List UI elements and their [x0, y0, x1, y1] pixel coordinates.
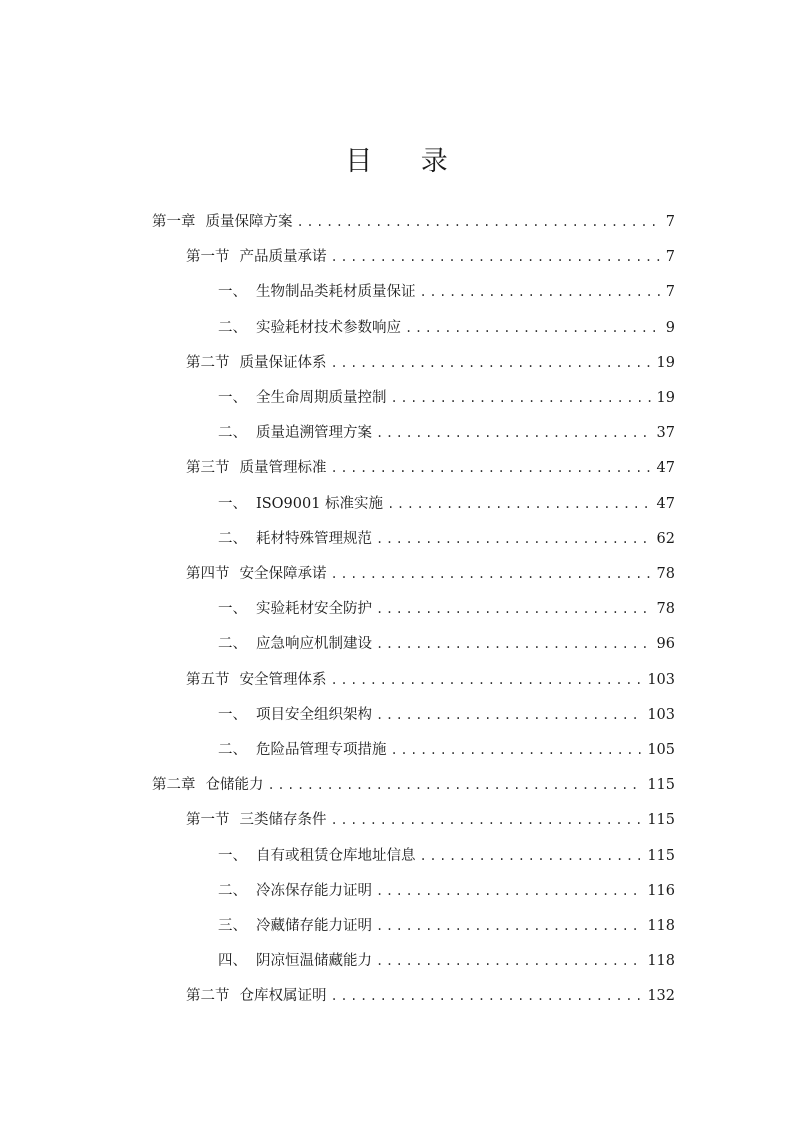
toc-entry[interactable]: [186, 979, 675, 1014]
toc-entry-number: 一、: [218, 847, 247, 864]
dot-leader: [420, 275, 662, 310]
toc-entry-label: [186, 451, 327, 486]
toc-entry-number: 三、: [218, 918, 247, 934]
toc-entry-title: 质量管理标准: [239, 460, 327, 477]
toc-entry-page: 116: [647, 882, 675, 899]
dot-leader: [331, 346, 653, 381]
toc-entry-page: 118: [647, 953, 675, 970]
dot-leader: [405, 311, 661, 346]
toc-entry-label: [218, 592, 372, 627]
toc-entry[interactable]: [152, 205, 675, 240]
toc-entry-label: [218, 698, 372, 733]
toc-entry-label: [186, 557, 327, 592]
toc-entry-label: [218, 311, 401, 346]
toc-entry-page: 7: [665, 249, 675, 266]
toc-entry-page: 105: [647, 742, 675, 758]
toc-entry-label: [218, 733, 387, 768]
toc-entry-label: [152, 768, 264, 803]
toc-entry-title: 质量追溯管理方案: [256, 425, 372, 442]
toc-entry-page: 62: [656, 530, 675, 547]
toc-entry-label: [218, 381, 387, 416]
toc-entry-label: [186, 240, 327, 275]
toc-entry[interactable]: [218, 275, 675, 310]
toc-entry-title: 质量保证体系: [239, 354, 327, 371]
toc-entry-page: 78: [656, 601, 675, 618]
toc-entry[interactable]: [186, 346, 675, 381]
toc-entry-title: 冷藏储存能力证明: [256, 918, 372, 934]
toc-entry-title: 三类储存条件: [239, 812, 327, 829]
toc-entry-label: [186, 803, 327, 838]
toc-entry-number: 第四节: [186, 566, 230, 582]
toc-entry-page: 103: [647, 671, 675, 688]
toc-entry-label: [218, 416, 372, 451]
toc-entry-title: 仓储能力: [205, 777, 264, 794]
toc-entry-number: 一、: [218, 495, 247, 512]
dot-leader: [376, 627, 653, 662]
toc-entry-label: [218, 839, 416, 874]
toc-entry-number: 二、: [218, 882, 247, 899]
toc-entry[interactable]: [218, 839, 675, 874]
toc-entry-number: 二、: [218, 742, 247, 758]
dot-leader: [376, 522, 653, 557]
toc-entry-page: 7: [665, 214, 675, 230]
toc-entry[interactable]: [218, 944, 675, 979]
toc-entry-title: 产品质量承诺: [239, 249, 327, 266]
toc-entry-title: 质量保障方案: [205, 214, 293, 230]
dot-leader: [376, 944, 643, 979]
toc-entry-number: 二、: [218, 425, 247, 442]
toc-entry-page: 9: [665, 319, 675, 336]
toc-entry-number: 第一节: [186, 249, 230, 266]
dot-leader: [331, 979, 644, 1014]
toc-entry-number: 第二章: [152, 777, 196, 794]
toc-entry-page: 47: [656, 495, 675, 512]
toc-entry[interactable]: [186, 451, 675, 486]
dot-leader: [376, 909, 643, 944]
page-title: 目 录: [345, 146, 468, 177]
toc-entry[interactable]: [218, 487, 675, 522]
toc-entry-label: [186, 346, 327, 381]
toc-entry[interactable]: [186, 803, 675, 838]
dot-leader: [268, 768, 644, 803]
toc-entry[interactable]: [218, 733, 675, 768]
toc-entry-label: [218, 522, 372, 557]
toc-entry-title: 阴凉恒温储藏能力: [256, 953, 372, 970]
toc-entry-number: 四、: [218, 953, 247, 970]
toc-entry-label: [186, 663, 327, 698]
toc-entry[interactable]: [218, 909, 675, 944]
dot-leader: [331, 557, 653, 592]
dot-leader: [297, 205, 662, 240]
toc-entry-page: 7: [665, 284, 675, 301]
toc-entry-title: 冷冻保存能力证明: [256, 882, 372, 899]
toc-entry[interactable]: [218, 381, 675, 416]
toc-entry-label: [218, 874, 372, 909]
toc-entry-title: 生物制品类耗材质量保证: [256, 284, 416, 301]
dot-leader: [376, 698, 643, 733]
toc-entry-number: 第五节: [186, 671, 230, 688]
toc-entry-title: 仓库权属证明: [239, 988, 327, 1005]
toc-entry-page: 132: [647, 988, 675, 1005]
dot-leader: [391, 381, 653, 416]
dot-leader: [391, 733, 644, 768]
toc-entry-label: [218, 275, 416, 310]
toc-entry[interactable]: [218, 592, 675, 627]
toc-entry-label: [152, 205, 293, 240]
toc-entry-title: 自有或租赁仓库地址信息: [256, 847, 416, 864]
toc-entry-page: 115: [647, 812, 675, 829]
toc-entry-number: 二、: [218, 319, 247, 336]
toc-entry-number: 一、: [218, 390, 247, 406]
dot-leader: [387, 487, 652, 522]
toc-entry-label: [218, 487, 383, 522]
toc-entry[interactable]: [186, 240, 675, 275]
toc-entry-page: 103: [647, 706, 675, 723]
toc-entry-number: 一、: [218, 706, 247, 723]
dot-leader: [331, 240, 662, 275]
dot-leader: [420, 839, 644, 874]
toc-entry[interactable]: [218, 874, 675, 909]
toc-entry-page: 47: [656, 460, 675, 477]
toc-entry[interactable]: [186, 663, 675, 698]
toc-entry-title: 应急响应机制建设: [256, 636, 372, 653]
toc-entry-number: 一、: [218, 284, 247, 301]
dot-leader: [331, 663, 644, 698]
toc-entry-title: 安全管理体系: [239, 671, 327, 688]
toc-entry-label: [186, 979, 327, 1014]
toc-entry-page: 118: [647, 918, 675, 934]
dot-leader: [331, 451, 653, 486]
toc-entry-page: 115: [647, 847, 675, 864]
toc-entry-page: 37: [656, 425, 675, 442]
toc-entry-title: 项目安全组织架构: [256, 706, 372, 723]
toc-entry-number: 第一章: [152, 214, 196, 230]
toc-entry-page: 96: [656, 636, 675, 653]
toc-entry-number: 第二节: [186, 354, 230, 371]
dot-leader: [376, 592, 653, 627]
toc-entry-number: 第一节: [186, 812, 230, 829]
toc-entry-number: 二、: [218, 636, 247, 653]
toc-entry-title: 全生命周期质量控制: [256, 390, 387, 406]
toc-entry-number: 二、: [218, 530, 247, 547]
toc-entry-label: [218, 944, 372, 979]
toc-entry-title: 实验耗材安全防护: [256, 601, 372, 618]
dot-leader: [331, 803, 644, 838]
toc-entry-page: 115: [647, 777, 675, 794]
toc-entry-page: 19: [656, 390, 675, 406]
toc-entry-label: [218, 627, 372, 662]
toc-entry-page: 19: [656, 354, 675, 371]
toc-entry-title: 安全保障承诺: [239, 566, 327, 582]
dot-leader: [376, 416, 653, 451]
toc-entry-title: 耗材特殊管理规范: [256, 530, 372, 547]
toc-entry[interactable]: [152, 768, 675, 803]
toc-entry[interactable]: [218, 522, 675, 557]
toc-entry[interactable]: [218, 311, 675, 346]
toc-entry-number: 一、: [218, 601, 247, 618]
toc-entry[interactable]: [218, 627, 675, 662]
toc-entry-title: ISO9001 标准实施: [256, 495, 384, 512]
toc-entry[interactable]: [218, 416, 675, 451]
toc-entry-title: 危险品管理专项措施: [256, 742, 387, 758]
dot-leader: [376, 874, 643, 909]
toc-entry-page: 78: [656, 566, 675, 582]
toc-entry-number: 第三节: [186, 460, 230, 477]
toc-entry[interactable]: [218, 698, 675, 733]
toc-entry[interactable]: [186, 557, 675, 592]
toc-entry-number: 第二节: [186, 988, 230, 1005]
toc-entry-title: 实验耗材技术参数响应: [256, 319, 401, 336]
toc-entry-label: [218, 909, 372, 944]
